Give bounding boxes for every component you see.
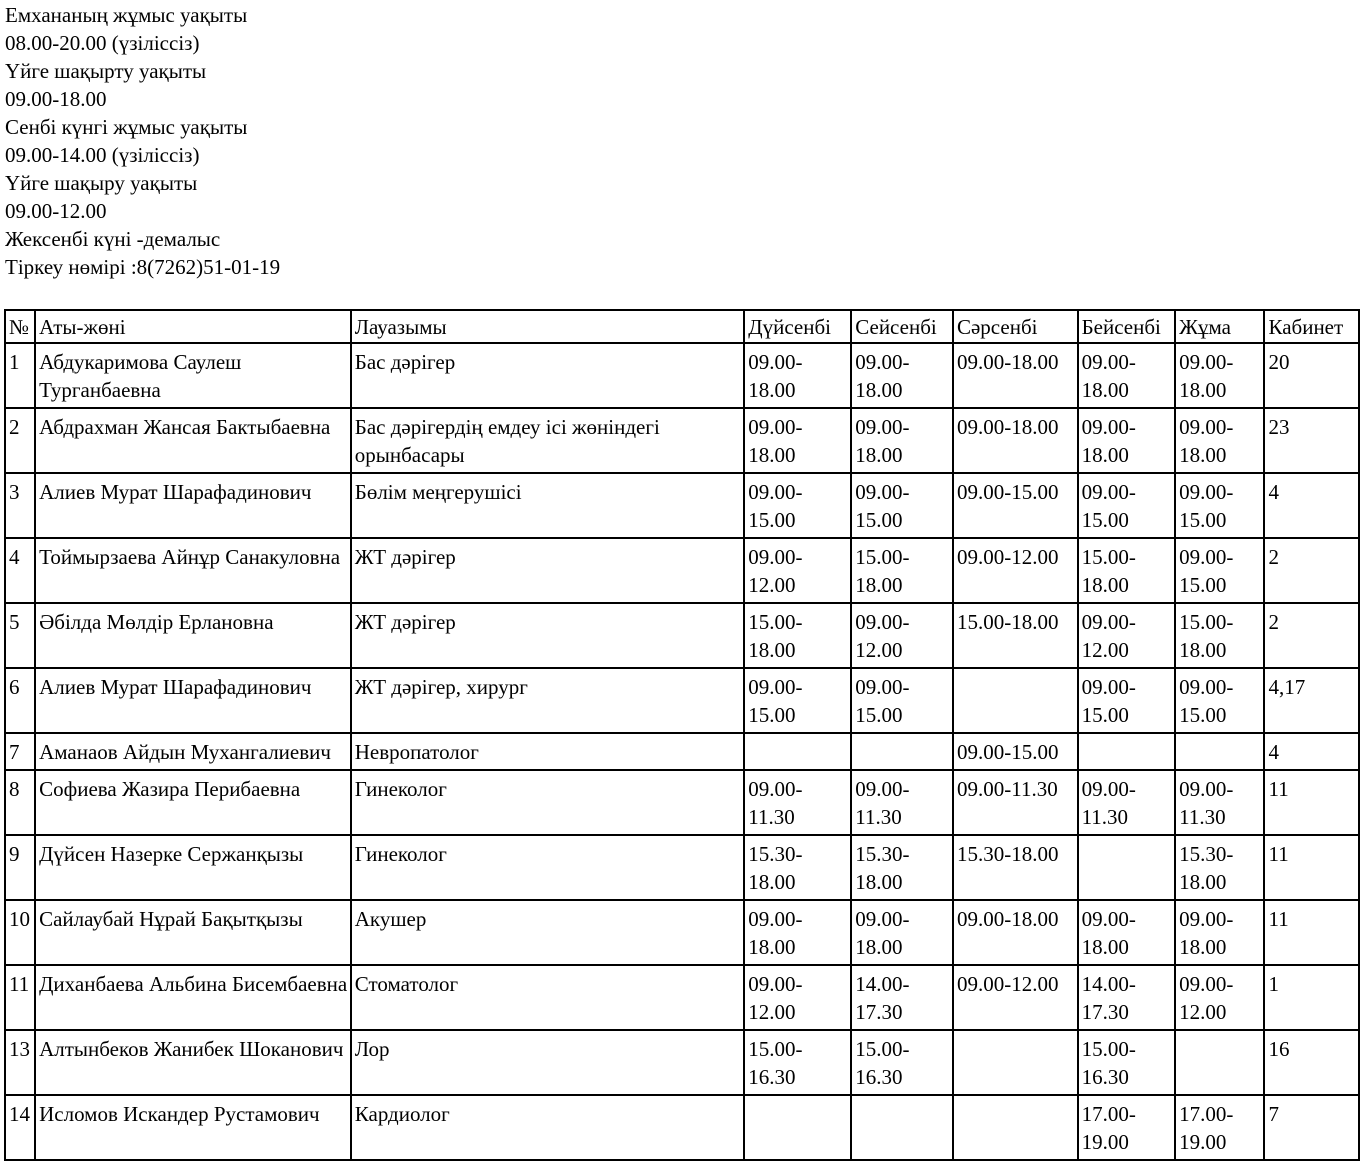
cell-tuesday: 09.00-12.00 <box>851 603 953 668</box>
cell-number: 6 <box>5 668 35 733</box>
cell-thursday: 17.00-19.00 <box>1078 1095 1176 1160</box>
cell-friday <box>1175 1030 1264 1095</box>
cell-number: 10 <box>5 900 35 965</box>
cell-wednesday <box>953 1095 1078 1160</box>
cell-thursday: 09.00-15.00 <box>1078 668 1176 733</box>
cell-name: Аманаов Айдын Мухангалиевич <box>35 733 351 770</box>
cell-friday: 09.00-11.30 <box>1175 770 1264 835</box>
cell-wednesday: 09.00-12.00 <box>953 965 1078 1030</box>
cell-name: Алтынбеков Жанибек Шоканович <box>35 1030 351 1095</box>
cell-monday: 15.00-16.30 <box>744 1030 851 1095</box>
cell-position: Бөлім меңгерушісі <box>351 473 745 538</box>
cell-friday: 15.30-18.00 <box>1175 835 1264 900</box>
cell-wednesday: 09.00-15.00 <box>953 733 1078 770</box>
cell-thursday: 09.00-18.00 <box>1078 343 1176 408</box>
cell-number: 4 <box>5 538 35 603</box>
header-monday: Дүйсенбі <box>744 310 851 343</box>
cell-monday: 09.00-18.00 <box>744 343 851 408</box>
cell-friday: 09.00-18.00 <box>1175 408 1264 473</box>
cell-tuesday: 09.00-18.00 <box>851 343 953 408</box>
cell-name: Тоймырзаева Айнұр Санакуловна <box>35 538 351 603</box>
header-number: № <box>5 310 35 343</box>
info-line: 08.00-20.00 (үзіліссіз) <box>5 31 200 55</box>
cell-cabinet: 20 <box>1264 343 1359 408</box>
cell-wednesday: 09.00-12.00 <box>953 538 1078 603</box>
cell-position: ЖТ дәрігер <box>351 538 745 603</box>
cell-thursday: 09.00-15.00 <box>1078 473 1176 538</box>
cell-position: Бас дәрігер <box>351 343 745 408</box>
cell-friday: 09.00-15.00 <box>1175 473 1264 538</box>
table-row <box>5 408 1359 473</box>
cell-wednesday: 09.00-11.30 <box>953 770 1078 835</box>
cell-cabinet: 4,17 <box>1264 668 1359 733</box>
table-row <box>5 473 1359 538</box>
cell-number: 7 <box>5 733 35 770</box>
cell-name: Әбілда Мөлдір Ерлановна <box>35 603 351 668</box>
cell-monday: 15.30-18.00 <box>744 835 851 900</box>
cell-cabinet: 11 <box>1264 835 1359 900</box>
cell-cabinet: 1 <box>1264 965 1359 1030</box>
cell-name: Алиев Мурат Шарафадинович <box>35 473 351 538</box>
cell-friday <box>1175 733 1264 770</box>
header-thursday: Бейсенбі <box>1078 310 1176 343</box>
cell-name: Сайлаубай Нұрай Бақытқызы <box>35 900 351 965</box>
cell-thursday: 09.00-18.00 <box>1078 408 1176 473</box>
cell-name: Дүйсен Назерке Сержанқызы <box>35 835 351 900</box>
cell-tuesday <box>851 1095 953 1160</box>
cell-tuesday: 14.00-17.30 <box>851 965 953 1030</box>
cell-monday <box>744 1095 851 1160</box>
table-row <box>5 603 1359 668</box>
header-name: Аты-жөні <box>35 310 351 343</box>
header-cabinet: Кабинет <box>1264 310 1359 343</box>
info-line: Сенбі күнгі жұмыс уақыты <box>5 115 248 139</box>
cell-thursday <box>1078 733 1176 770</box>
cell-wednesday: 15.00-18.00 <box>953 603 1078 668</box>
cell-cabinet: 4 <box>1264 733 1359 770</box>
cell-number: 2 <box>5 408 35 473</box>
cell-position: Бас дәрігердің емдеу ісі жөніндегі орынбасары <box>351 408 745 473</box>
cell-friday: 15.00-18.00 <box>1175 603 1264 668</box>
cell-name: Алиев Мурат Шарафадинович <box>35 668 351 733</box>
cell-number: 5 <box>5 603 35 668</box>
cell-position: Гинеколог <box>351 835 745 900</box>
cell-wednesday <box>953 668 1078 733</box>
cell-cabinet: 11 <box>1264 770 1359 835</box>
cell-name: Исломов Искандер Рустамович <box>35 1095 351 1160</box>
cell-tuesday: 15.00-16.30 <box>851 1030 953 1095</box>
cell-wednesday <box>953 1030 1078 1095</box>
cell-wednesday: 09.00-18.00 <box>953 900 1078 965</box>
table-row <box>5 1095 1359 1160</box>
table-row <box>5 835 1359 900</box>
table-row <box>5 1030 1359 1095</box>
cell-tuesday: 09.00-15.00 <box>851 473 953 538</box>
cell-monday <box>744 733 851 770</box>
cell-position: ЖТ дәрігер <box>351 603 745 668</box>
cell-tuesday: 09.00-18.00 <box>851 408 953 473</box>
cell-monday: 09.00-18.00 <box>744 900 851 965</box>
header-tuesday: Сейсенбі <box>851 310 953 343</box>
header-wednesday: Сәрсенбі <box>953 310 1078 343</box>
cell-tuesday: 09.00-18.00 <box>851 900 953 965</box>
info-line: Емхананың жұмыс уақыты <box>5 3 248 27</box>
cell-thursday: 15.00-18.00 <box>1078 538 1176 603</box>
table-row <box>5 343 1359 408</box>
cell-friday: 09.00-15.00 <box>1175 538 1264 603</box>
cell-tuesday: 15.30-18.00 <box>851 835 953 900</box>
cell-tuesday: 09.00-11.30 <box>851 770 953 835</box>
info-line: Жексенбі күні -демалыс <box>5 227 221 251</box>
cell-position: Невропатолог <box>351 733 745 770</box>
cell-monday: 09.00-11.30 <box>744 770 851 835</box>
cell-cabinet: 2 <box>1264 603 1359 668</box>
cell-monday: 09.00-18.00 <box>744 408 851 473</box>
table-row <box>5 668 1359 733</box>
cell-number: 8 <box>5 770 35 835</box>
cell-wednesday: 15.30-18.00 <box>953 835 1078 900</box>
cell-wednesday: 09.00-18.00 <box>953 343 1078 408</box>
cell-wednesday: 09.00-15.00 <box>953 473 1078 538</box>
cell-thursday <box>1078 835 1176 900</box>
info-line: 09.00-18.00 <box>5 87 107 111</box>
cell-monday: 09.00-12.00 <box>744 538 851 603</box>
cell-name: Софиева Жазира Перибаевна <box>35 770 351 835</box>
clinic-info <box>5 1 280 281</box>
cell-monday: 09.00-15.00 <box>744 473 851 538</box>
table-row <box>5 900 1359 965</box>
cell-friday: 17.00-19.00 <box>1175 1095 1264 1160</box>
cell-number: 1 <box>5 343 35 408</box>
cell-monday: 09.00-15.00 <box>744 668 851 733</box>
cell-position: Стоматолог <box>351 965 745 1030</box>
cell-thursday: 09.00-11.30 <box>1078 770 1176 835</box>
info-line: Тіркеу нөмірі :8(7262)51-01-19 <box>5 255 281 279</box>
cell-position: Кардиолог <box>351 1095 745 1160</box>
cell-monday: 15.00-18.00 <box>744 603 851 668</box>
info-line: Үйге шақырту уақыты <box>5 59 207 83</box>
cell-friday: 09.00-15.00 <box>1175 668 1264 733</box>
cell-cabinet: 4 <box>1264 473 1359 538</box>
table-row <box>5 965 1359 1030</box>
cell-position: Лор <box>351 1030 745 1095</box>
cell-number: 9 <box>5 835 35 900</box>
cell-cabinet: 16 <box>1264 1030 1359 1095</box>
cell-name: Диханбаева Альбина Бисембаевна <box>35 965 351 1030</box>
cell-thursday: 15.00-16.30 <box>1078 1030 1176 1095</box>
info-line: 09.00-12.00 <box>5 199 107 223</box>
doctor-schedule-table <box>4 309 1360 1161</box>
table-header-row <box>5 310 1359 343</box>
cell-monday: 09.00-12.00 <box>744 965 851 1030</box>
cell-tuesday <box>851 733 953 770</box>
cell-thursday: 14.00-17.30 <box>1078 965 1176 1030</box>
cell-tuesday: 09.00-15.00 <box>851 668 953 733</box>
cell-position: Акушер <box>351 900 745 965</box>
cell-position: ЖТ дәрігер, хирург <box>351 668 745 733</box>
cell-thursday: 09.00-18.00 <box>1078 900 1176 965</box>
header-friday: Жұма <box>1175 310 1264 343</box>
cell-name: Абдукаримова Саулеш Турганбаевна <box>35 343 351 408</box>
cell-wednesday: 09.00-18.00 <box>953 408 1078 473</box>
table-row <box>5 733 1359 770</box>
cell-friday: 09.00-12.00 <box>1175 965 1264 1030</box>
info-line: 09.00-14.00 (үзіліссіз) <box>5 143 200 167</box>
cell-number: 11 <box>5 965 35 1030</box>
cell-name: Абдрахман Жансая Бактыбаевна <box>35 408 351 473</box>
header-position: Лауазымы <box>351 310 745 343</box>
cell-friday: 09.00-18.00 <box>1175 900 1264 965</box>
cell-friday: 09.00-18.00 <box>1175 343 1264 408</box>
cell-position: Гинеколог <box>351 770 745 835</box>
cell-tuesday: 15.00-18.00 <box>851 538 953 603</box>
cell-cabinet: 11 <box>1264 900 1359 965</box>
cell-thursday: 09.00-12.00 <box>1078 603 1176 668</box>
cell-number: 3 <box>5 473 35 538</box>
info-line: Үйге шақыру уақыты <box>5 171 198 195</box>
cell-number: 14 <box>5 1095 35 1160</box>
cell-cabinet: 2 <box>1264 538 1359 603</box>
cell-number: 13 <box>5 1030 35 1095</box>
cell-cabinet: 23 <box>1264 408 1359 473</box>
table-row <box>5 538 1359 603</box>
cell-cabinet: 7 <box>1264 1095 1359 1160</box>
table-row <box>5 770 1359 835</box>
